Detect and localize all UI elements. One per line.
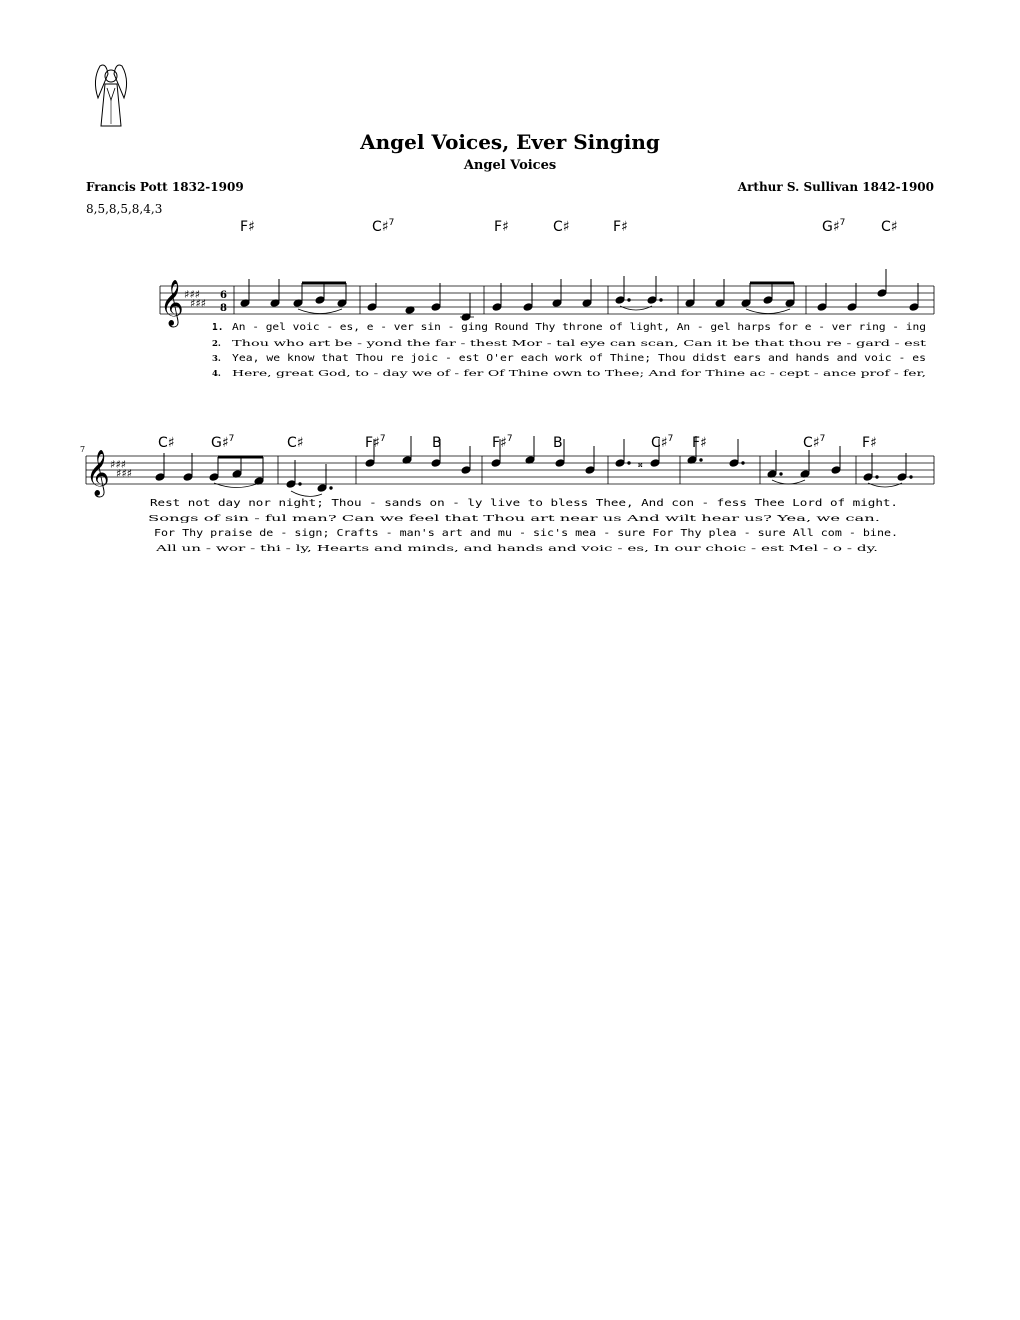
chord-symbol: C♯$^7$ xyxy=(803,434,826,451)
lyrics-system-2 xyxy=(148,498,898,554)
lyric-line-verse-1: An - gel voic - es, e - ver sin - ging Round Thy throne of light, An - gel harps for e - ver ring - ing xyxy=(232,322,926,333)
lyrics-system-1 xyxy=(212,322,927,379)
lyric-line-verse-2: Thou who art be - yond the far - thest Mor - tal eye can scan, Can it be that thou re - gard - est xyxy=(232,339,927,349)
lyricist-credit: Francis Pott 1832-1909 xyxy=(86,180,244,194)
key-signature-sharps: ♯♯♯ xyxy=(110,458,126,471)
notes-system-1 xyxy=(240,269,919,321)
treble-clef-icon: 𝄞 xyxy=(160,280,184,326)
meter: 8,5,8,5,8,4,3 xyxy=(86,202,163,216)
verse-number: 1. xyxy=(212,322,224,333)
hymn-title: Angel Voices, Ever Singing xyxy=(360,130,660,154)
time-signature-top: 6 xyxy=(220,290,227,301)
chord-symbol: C♯ xyxy=(158,435,175,451)
verse-number: 2. xyxy=(212,339,221,349)
chord-symbol: F♯ xyxy=(862,435,877,451)
measure-number: 7 xyxy=(80,445,86,454)
chord-symbol: C♯ xyxy=(881,219,898,235)
chord-symbol: B xyxy=(432,435,442,451)
chord-symbol: F♯ xyxy=(692,435,707,451)
lyric-line-verse-4: Here, great God, to - day we of - fer Of Thine own to Thee; And for Thine ac - cept - ance prof - fer, xyxy=(232,369,926,379)
key-signature-sharps: ♯♯♯ xyxy=(190,297,206,310)
chord-symbol: F♯ xyxy=(494,219,509,235)
key-signature-sharps: ♯♯♯ xyxy=(184,288,200,301)
chord-symbol: C♯ xyxy=(287,435,304,451)
chord-symbol: C♯$^7$ xyxy=(651,434,674,451)
lyric-line-verse-3: Yea, we know that Thou re joic - est O'er each work of Thine; Thou didst ears and hands and voic - es xyxy=(232,353,926,364)
chord-symbol: B xyxy=(553,435,563,451)
verse-number: 4. xyxy=(212,369,221,379)
key-signature-sharps: ♯♯♯ xyxy=(116,467,132,480)
chord-symbols-system-2 xyxy=(158,434,877,451)
chord-symbol: G♯$^7$ xyxy=(822,218,846,235)
svg-text:𝄪: 𝄪 xyxy=(638,459,643,470)
tune-name: Angel Voices xyxy=(463,158,557,173)
time-signature-bottom: 8 xyxy=(220,303,227,314)
chord-symbol: F♯$^7$ xyxy=(492,434,513,451)
notes-system-2 xyxy=(155,436,912,496)
chord-symbol: G♯$^7$ xyxy=(211,434,235,451)
lyric-line-verse-3: For Thy praise de - sign; Crafts - man's art and mu - sic's mea - sure For Thy plea - sure All com - bine. xyxy=(154,528,898,539)
verse-number: 3. xyxy=(212,354,221,364)
lyric-line-verse-1: Rest not day nor night; Thou - sands on - ly live to bless Thee, And con - fess Thee Lord of might. xyxy=(150,498,898,509)
treble-clef-icon: 𝄞 xyxy=(86,450,110,496)
chord-symbols-system-1 xyxy=(240,218,898,235)
chord-symbol: C♯ xyxy=(553,219,570,235)
lyric-line-verse-4: All un - wor - thi - ly, Hearts and minds, and hands and voic - es, In our choic - est Mel - o - dy. xyxy=(154,544,878,554)
chord-symbol: F♯ xyxy=(613,219,628,235)
composer-credit: Arthur S. Sullivan 1842-1900 xyxy=(737,180,934,194)
chord-symbol: F♯$^7$ xyxy=(365,434,386,451)
lyric-line-verse-2: Songs of sin - ful man? Can we feel that Thou art near us And wilt hear us? Yea, we can. xyxy=(148,514,880,524)
chord-symbol: C♯$^7$ xyxy=(372,218,395,235)
chord-symbol: F♯ xyxy=(240,219,255,235)
